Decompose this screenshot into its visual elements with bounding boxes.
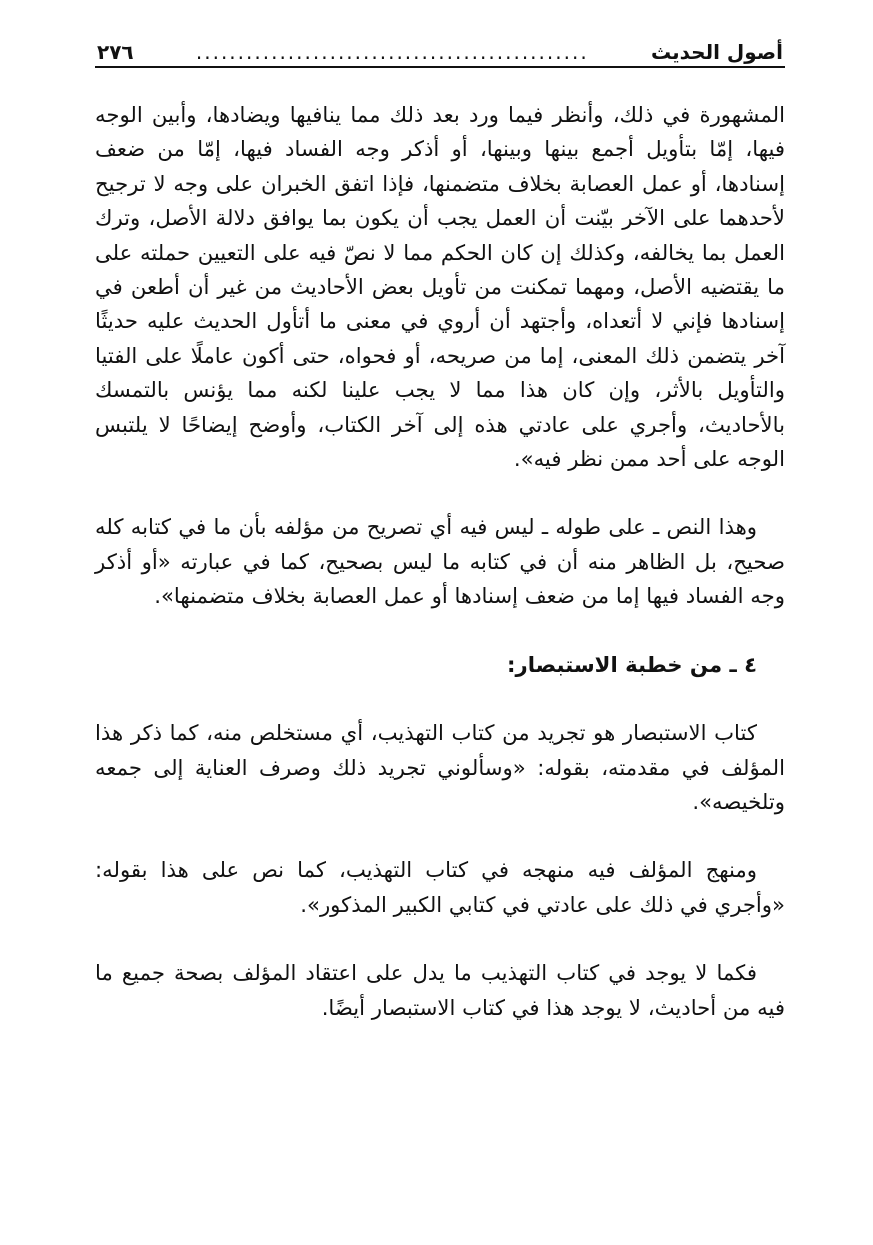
section-heading: ٤ ـ من خطبة الاستبصار: [507, 651, 757, 677]
paragraph-quote-continuation: المشهورة في ذلك، وأنظر فيما ورد بعد ذلك مما ينافيها ويضادها، وأبين الوجه فيها، إمّا بتأويل أجمع بينها وبينها، أو أذكر وجه الفساد فيها، إمّا من ضعف إسنادها، أو عمل العصابة بخلاف متضمنها، فإذا اتفق الخبران على وجه لا ترجيح لأحدهما على الآخر بيّنت أن العمل يجب أن يكون بما يوافق دلالة الأصل، وترك العمل بما يخالفه، وكذلك إن كان الحكم مما لا نصّ فيه على التعيين حملته على ما يقتضيه الأصل، ومهما تمكنت من تأويل بعض الأحاديث من غير أن أطعن في إسنادها فإني لا أتعداه، وأجتهد أن أروي في معنى ما أتأول الحديث عليه حديثًا آخر يتضمن ذلك المعنى، إما من صريحه، أو فحواه، حتى أكون عاملًا على الفتيا والتأويل بالأثر، وإن كان هذا مما لا يجب علينا لكنه مما يؤنس بالتمسك بالأحاديث، وأجري على عادتي هذه إلى آخر الكتاب، وأوضح إيضاحًا لا يلتبس الوجه على أحد ممن نظر فيه». [95, 102, 785, 472]
running-header-dots: ............................................... [195, 40, 589, 64]
paragraph-conclusion: فكما لا يوجد في كتاب التهذيب ما يدل على اعتقاد المؤلف بصحة جميع ما فيه من أحاديث، لا يوجد هذا في كتاب الاستبصار أيضًا. [95, 960, 785, 1020]
running-header-title: أصول الحديث [650, 40, 783, 64]
paragraph-istibsar-method: ومنهج المؤلف فيه منهجه في كتاب التهذيب، كما نص على هذا بقوله: «وأجري في ذلك على عادتي في كتابي الكبير المذكور». [95, 857, 785, 917]
running-header [95, 32, 785, 68]
book-page [95, 32, 785, 1025]
paragraph-istibsar-intro: كتاب الاستبصار هو تجريد من كتاب التهذيب، أي مستخلص منه، كما ذكر هذا المؤلف في مقدمته، بقوله: «وسألوني تجريد ذلك وصرف العناية إلى جمعه وتلخيصه». [95, 720, 785, 814]
page-number: ٢٧٦ [97, 40, 134, 64]
page-body [95, 98, 785, 1025]
paragraph-commentary: وهذا النص ـ على طوله ـ ليس فيه أي تصريح من مؤلفه بأن ما في كتابه كله صحيح، بل الظاهر منه أن في كتابه ما ليس بصحيح، كما في عبارته «أو أذكر وجه الفساد فيها إما من ضعف إسنادها أو عمل العصابة بخلاف متضمنها». [95, 514, 785, 609]
